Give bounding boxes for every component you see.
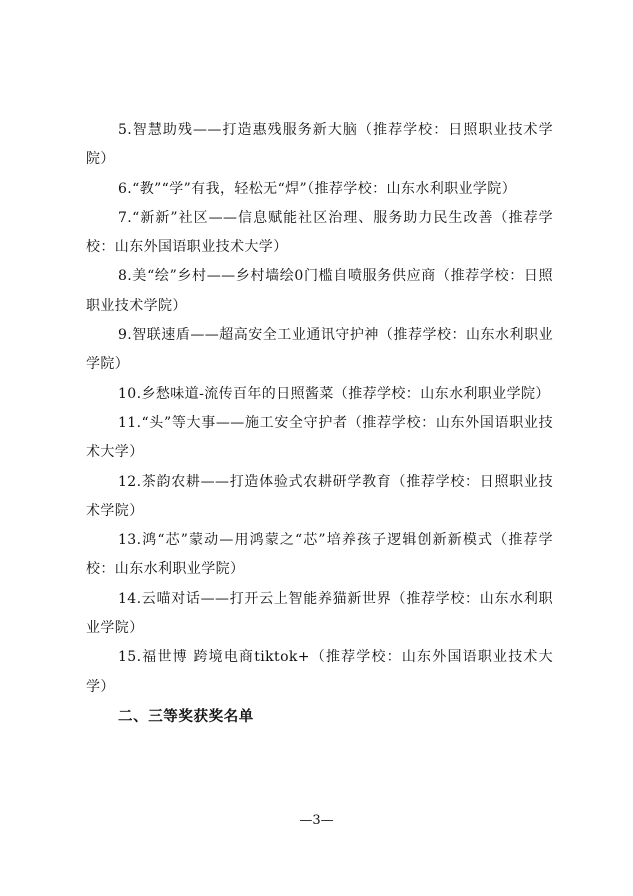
list-item: 5.智慧助残——打造惠残服务新大脑（推荐学校：日照职业技术学院） xyxy=(86,122,553,168)
list-item: 11.“头”等大事——施工安全守护者（推荐学校：山东外国语职业技术大学） xyxy=(86,414,553,461)
list-item: 15.福世博 跨境电商tiktok+（推荐学校：山东外国语职业技术大学） xyxy=(86,649,553,695)
list-item: 7.“新新”社区——信息赋能社区治理、服务助力民生改善（推荐学校：山东外国语职业技术大学） xyxy=(86,209,553,256)
list-item: 9.智联速盾——超高安全工业通讯守护神（推荐学校：山东水利职业学院） xyxy=(86,327,553,373)
page-number: —3— xyxy=(299,813,334,828)
list-item: 14.云喵对话——打开云上智能养猫新世界（推荐学校：山东水利职业学院） xyxy=(86,590,553,637)
list-item: 10.乡愁味道-流传百年的日照酱菜（推荐学校：山东水利职业学院） xyxy=(118,385,550,402)
list-item: 12.茶韵农耕——打造体验式农耕研学教育（推荐学校：日照职业技术学院） xyxy=(86,473,553,519)
award-list xyxy=(86,116,553,731)
list-item: 6.“教”“学”有我，轻松无“焊”（推荐学校：山东水利职业学院） xyxy=(118,180,517,197)
list-item: 13.鸿“芯”蒙动—用鸿蒙之“芯”培养孩子逻辑创新新模式（推荐学校：山东水利职业学院） xyxy=(86,532,553,578)
list-item: 8.美“绘”乡村——乡村墙绘0门槛自喷服务供应商（推荐学校：日照职业技术学院） xyxy=(86,268,553,314)
section-heading: 二、三等奖获奖名单 xyxy=(118,707,254,725)
